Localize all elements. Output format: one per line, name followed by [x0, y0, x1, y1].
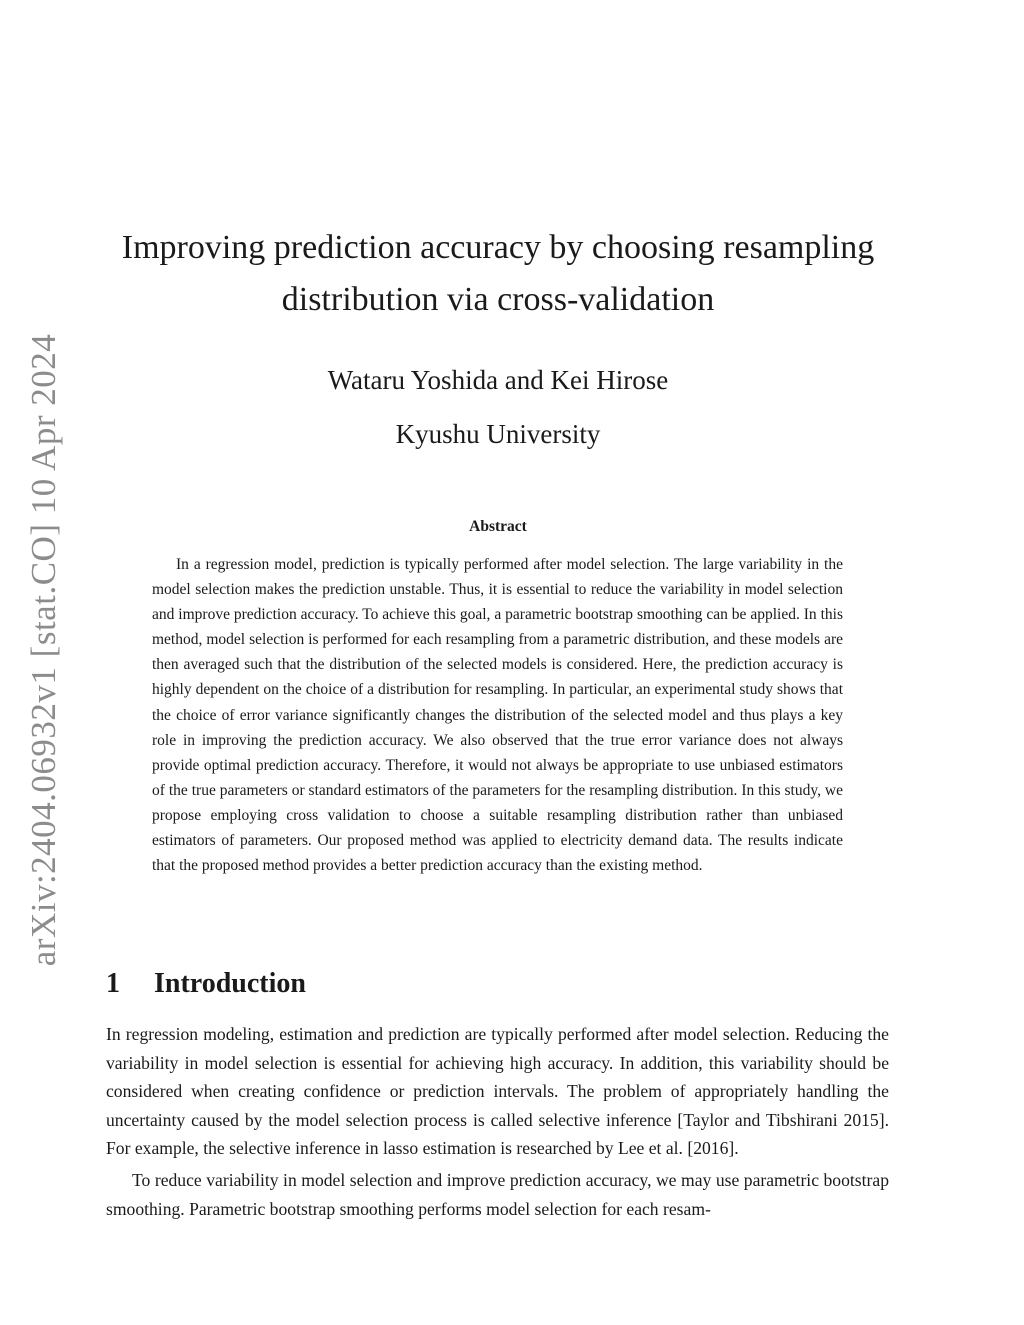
paper-affiliation: Kyushu University: [395, 419, 601, 449]
paper-title: [100, 222, 896, 326]
section-number: 1: [106, 968, 120, 999]
abstract-heading: Abstract: [469, 518, 527, 535]
abstract-text: In a regression model, prediction is typically performed after model selection. The large variability in the model selection makes the prediction unstable. Thus, it is essential to reduce the variability in model selection and improve prediction accuracy. To achieve this goal, a parametric bootstrap smoothing can be applied. In this method, model selection is performed for each resampling from a parametric distribution, and these models are then averaged such that the distribution of the selected models is considered. Here, the prediction accuracy is highly dependent on the choice of a distribution for resampling. In particular, an experimental study shows that the choice of error variance significantly changes the distribution of the selected model and thus plays a key role in improving the prediction accuracy. We also observed that the true error variance does not always provide optimal prediction accuracy. Therefore, it would not always be appropriate to use unbiased estimators of the true parameters or standard estimators of the parameters for the resampling distribution. In this study, we propose employing cross validation to choose a suitable resampling distribution rather than unbiased estimators of parameters. Our proposed method was applied to electricity demand data. The results indicate that the proposed method provides a better prediction accuracy than the existing method.: [152, 556, 843, 875]
title-line-1: Improving prediction accuracy by choosing resampling: [121, 229, 875, 266]
introduction-paragraph-1: In regression modeling, estimation and prediction are typically performed after model selection. Reducing the variability in model selection is essential for achieving high accuracy. In addition, this variability should be considered when creating confidence or prediction intervals. The problem of appropriately handling the uncertainty caused by the model selection process is called selective inference [Taylor and Tibshirani 2015]. For example, the selective inference in lasso estimation is researched by Lee et al. [2016].: [106, 1024, 889, 1159]
section-title: Introduction: [154, 968, 306, 999]
section-heading-introduction: [106, 964, 306, 1004]
title-line-2: distribution via cross-validation: [281, 281, 715, 318]
introduction-body: [106, 1020, 889, 1223]
paper-authors: Wataru Yoshida and Kei Hirose: [327, 365, 669, 395]
arxiv-identifier-stamp: arXiv:2404.06932v1 [stat.CO] 10 Apr 2024: [24, 333, 63, 967]
introduction-paragraph-2: To reduce variability in model selection and improve prediction accuracy, we may use parametric bootstrap smoothing. Parametric bootstrap smoothing performs model selection for each resam-: [106, 1169, 889, 1219]
